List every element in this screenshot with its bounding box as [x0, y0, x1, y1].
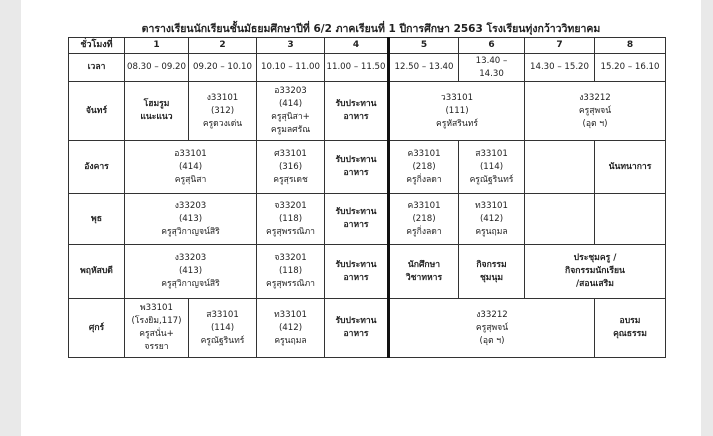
class-cell — [257, 299, 325, 358]
time-slot: 12.50 – 13.40 — [389, 54, 459, 82]
cell-line: ครูดวงเด่น — [202, 118, 243, 129]
day-name-cell: ศุกร์ — [69, 299, 125, 358]
day-name-cell: อังคาร — [69, 141, 125, 194]
cell-line: จ33201 — [274, 200, 307, 211]
cell-line: อาหาร — [343, 112, 369, 122]
cell-line: (218) — [412, 161, 436, 172]
time-slot-part: 13.40 – — [475, 55, 508, 66]
cell-line: ค33101 — [407, 148, 441, 159]
cell-line: ว33101 — [440, 92, 474, 103]
class-cell — [125, 299, 189, 358]
class-cell — [257, 245, 325, 299]
time-slot: 11.00 – 11.50 — [325, 54, 389, 82]
cell-line: (อุต ฯ) — [582, 118, 608, 129]
class-cell — [459, 141, 525, 194]
cell-line: (118) — [278, 213, 303, 224]
class-cell — [257, 82, 325, 141]
cell-line: อาหาร — [343, 220, 369, 230]
day-row-tuesday — [69, 141, 666, 194]
period-label-cell: ชั่วโมงที่ — [69, 38, 125, 54]
cell-line: (413) — [178, 213, 203, 224]
cell-line: รับประทาน — [335, 155, 377, 165]
time-slot: 15.20 – 16.10 — [595, 54, 666, 82]
cell-line: จรรยา — [144, 342, 169, 352]
class-cell — [125, 194, 257, 245]
cell-line: ครูสุนิสา — [174, 174, 207, 185]
cell-line: ครูณัฐรินทร์ — [469, 174, 514, 185]
cell-line: ชุมนุม — [479, 272, 504, 283]
day-row-thursday — [69, 245, 666, 299]
cell-line: (114) — [210, 322, 235, 333]
class-cell — [525, 82, 666, 141]
document-title: ตารางเรียนนักเรียนชั้นมัธยมศึกษาปีที่ 6/2 ภาคเรียนที่ 1 ปีการศึกษา 2563 โรงเรียนทุ่งกว้าววิทยาคม — [141, 23, 601, 35]
cell-line: (312) — [210, 105, 235, 116]
cell-line: ครูกิ่งลดา — [406, 174, 442, 185]
time-slot: 08.30 – 09.20 — [125, 54, 189, 82]
cell-line: รับประทาน — [335, 207, 377, 217]
class-cell — [125, 245, 257, 299]
day-row-wednesday — [69, 194, 666, 245]
cell-line: (414) — [178, 161, 203, 172]
time-row — [69, 54, 666, 82]
empty-cell — [525, 194, 595, 245]
class-cell — [257, 194, 325, 245]
cell-line: นักศึกษา — [407, 259, 441, 270]
class-cell — [257, 141, 325, 194]
class-cell — [459, 194, 525, 245]
cell-line: คุณธรรม — [613, 329, 647, 339]
cell-line: /สอนเสริม — [576, 279, 614, 289]
cell-line: ค33101 — [407, 200, 441, 211]
cell-line: ครูสุพรรณิภา — [266, 226, 315, 237]
cell-line: (118) — [278, 266, 303, 276]
cell-line: ครูสุพรรณิภา — [266, 279, 315, 289]
day-name-cell: พุธ — [69, 194, 125, 245]
cell-line: (114) — [479, 161, 504, 172]
cell-line: ส33101 — [206, 309, 239, 320]
cell-line: ประชุมครู / — [573, 253, 617, 263]
cell-line: ง33203 — [174, 200, 207, 211]
cell-line: ง33212 — [476, 309, 508, 320]
time-slot: 14.30 – 15.20 — [525, 54, 595, 82]
cell-line: อ33101 — [174, 148, 207, 159]
time-slot-part: 14.30 — [479, 68, 504, 79]
class-cell — [189, 299, 257, 358]
cell-line: ครูสุพจน์ — [578, 105, 612, 116]
cell-line: รับประทาน — [335, 99, 377, 109]
period-header: 2 — [189, 38, 257, 54]
cell-line: ครูสุวิกาญจน์สิริ — [161, 226, 220, 237]
cell-line: ครูณัฐรินทร์ — [200, 335, 245, 346]
cell-line: ครูสุนิสา+ — [271, 112, 310, 122]
class-cell — [595, 141, 666, 194]
time-label-cell: เวลา — [69, 54, 125, 82]
lunch-cell — [325, 245, 389, 299]
cell-line: ง33101 — [206, 92, 239, 103]
class-cell — [389, 141, 459, 194]
document-page — [21, 0, 701, 436]
period-header: 7 — [525, 38, 595, 54]
cell-line: (413) — [178, 266, 203, 276]
class-cell — [389, 299, 595, 358]
class-cell — [389, 194, 459, 245]
class-cell — [189, 82, 257, 141]
cell-line: ครูกิ่งลดา — [406, 226, 442, 237]
cell-line: ครูนฤมล — [274, 335, 307, 346]
cell-line: (อุต ฯ) — [479, 335, 505, 346]
cell-line: รับประทาน — [335, 259, 377, 270]
cell-line: (218) — [412, 213, 436, 224]
class-cell — [125, 82, 189, 141]
class-cell — [125, 141, 257, 194]
cell-line: ครูสุรเดช — [273, 174, 308, 185]
cell-line: ครูสุวิกาญจน์สิริ — [161, 279, 220, 289]
cell-line: (412) — [278, 322, 303, 333]
lunch-cell — [325, 82, 389, 141]
cell-line: กิจกรรม — [476, 259, 507, 270]
cell-line: จ33201 — [274, 253, 307, 263]
period-header: 3 — [257, 38, 325, 54]
period-header: 1 — [125, 38, 189, 54]
cell-line: วิชาทหาร — [405, 272, 443, 283]
day-row-friday — [69, 299, 666, 358]
period-header: 4 — [325, 38, 389, 54]
class-cell — [389, 82, 525, 141]
cell-line: รับประทาน — [335, 316, 377, 326]
cell-line: อาหาร — [343, 168, 369, 178]
time-slot: 09.20 – 10.10 — [189, 54, 257, 82]
cell-line: (412) — [479, 213, 504, 224]
timetable — [68, 37, 666, 358]
cell-line: ง33212 — [579, 92, 611, 103]
day-name-cell: จันทร์ — [69, 82, 125, 141]
day-row-monday — [69, 82, 666, 141]
lunch-cell — [325, 299, 389, 358]
cell-line: ท33101 — [273, 309, 307, 320]
cell-line: ส33101 — [475, 148, 508, 159]
cell-line: ท33101 — [474, 200, 508, 211]
cell-line: (โรงยิม,117) — [131, 316, 182, 326]
cell-line: อบรม — [619, 316, 641, 326]
period-header: 5 — [389, 38, 459, 54]
cell-line: ครูมลศรัณ — [270, 125, 311, 135]
class-cell — [459, 245, 525, 299]
cell-line: ศ33101 — [274, 148, 307, 159]
cell-line: (111) — [445, 105, 469, 116]
cell-line: ครูสุพจน์ — [475, 322, 509, 333]
lunch-cell — [325, 141, 389, 194]
cell-line: (414) — [278, 99, 303, 109]
period-header: 6 — [459, 38, 525, 54]
cell-line: โฮมรูม — [143, 99, 170, 109]
cell-line: อาหาร — [343, 272, 369, 283]
lunch-cell — [325, 194, 389, 245]
cell-line: ครูสนั่น+ — [139, 329, 174, 339]
cell-line: ครูหัสรินทร์ — [435, 118, 479, 129]
time-slot — [459, 54, 525, 82]
cell-line: กิจกรรมนักเรียน — [565, 266, 625, 276]
cell-line: แนะแนว — [140, 112, 173, 122]
empty-cell — [525, 141, 595, 194]
header-row — [69, 38, 666, 54]
cell-line: อ33203 — [274, 86, 307, 96]
class-cell — [595, 299, 666, 358]
cell-line: นันทนาการ — [608, 161, 652, 172]
period-header: 8 — [595, 38, 666, 54]
cell-line: ครูนฤมล — [475, 226, 508, 237]
empty-cell — [595, 194, 666, 245]
cell-line: พ33101 — [139, 303, 173, 313]
time-slot: 10.10 – 11.00 — [257, 54, 325, 82]
cell-line: ง33203 — [174, 253, 207, 263]
cell-line: อาหาร — [343, 329, 369, 339]
class-cell — [389, 245, 459, 299]
day-name-cell: พฤหัสบดี — [69, 245, 125, 299]
class-cell — [525, 245, 666, 299]
cell-line: (316) — [278, 161, 303, 172]
